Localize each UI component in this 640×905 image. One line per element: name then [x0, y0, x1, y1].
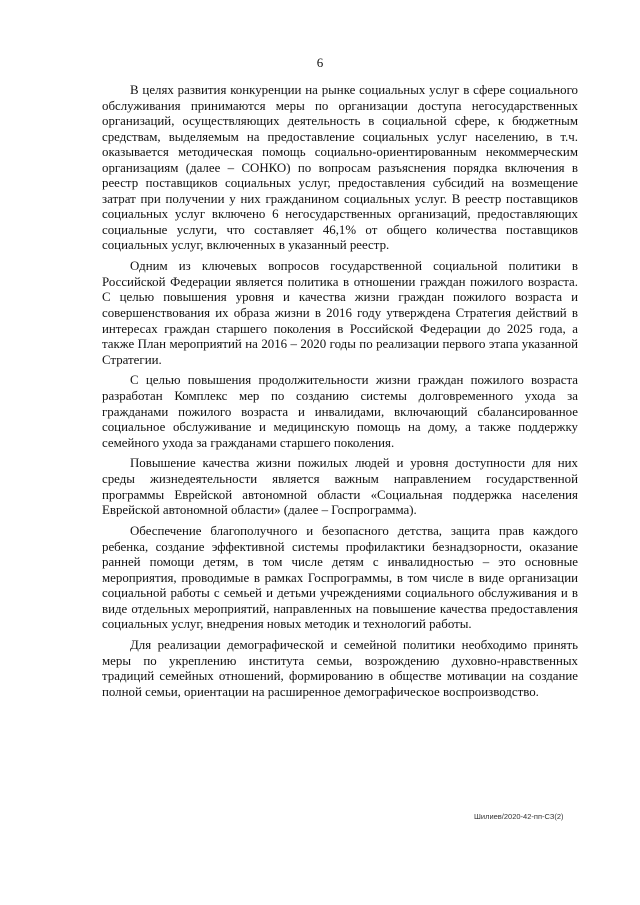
paragraph-demographic-policy: Для реализации демографической и семейной политики необходимо принять меры по укреплению института семьи, возрождению духовно-нравственных традиций семейных отношений, формированию в обществе мотивации на создание полной семьи, ориентации на расширенное демографическое воспроизводство.	[102, 638, 578, 699]
document-footer-code: Шилиев/2020-42-пп-СЗ(2)	[474, 812, 564, 821]
paragraph-elderly-policy: Одним из ключевых вопросов государственной социальной политики в Российской Федерации является политика в отношении граждан пожилого возраста. С целью повышения уровня и качества жизни граждан пожилого возраста и совершенствования их образа жизни в 2016 году утверждена Стратегия действий в интересах граждан старшего поколения в Российской Федерации до 2025 года, а также План мероприятий на 2016 – 2020 годы по реализации первого этапа указанной Стратегии.	[102, 259, 578, 367]
paragraph-long-term-care: С целью повышения продолжительности жизни граждан пожилого возраста разработан Комплекс мер по созданию системы долговременного ухода за гражданами пожилого возраста и инвалидами, включающий сбалансированное социальное обслуживание и медицинскую помощь на дому, а также поддержку семейного ухода за гражданами старшего поколения.	[102, 373, 578, 450]
paragraph-childhood: Обеспечение благополучного и безопасного детства, защита прав каждого ребенка, создание эффективной системы профилактики безнадзорности, оказание ранней помощи детям, в том числе детям с инвалидностью – это основные мероприятия, проводимые в рамках Госпрограммы, в том числе в виде организации социальной работы с семьей и детьми учреждениями социального обслуживания и в виде отдельных мероприятий, направленных на повышение качества предоставления социальных услуг, внедрения новых методик и технологий работы.	[102, 523, 578, 632]
body-text	[102, 83, 578, 706]
page-number: 6	[316, 55, 324, 70]
paragraph-competition: В целях развития конкуренции на рынке социальных услуг в сфере социального обслуживания принимаются меры по организации доступа негосударственных организаций, осуществляющих деятельность в социальной сфере, к бюджетным средствам, выделяемым на предоставление социальных услуг населению, в т.ч. оказывается методическая помощь социально-ориентированным некоммерческим организациям (далее – СОНКО) по вопросам разъяснения порядка включения в реестр поставщиков социальных услуг, предоставления субсидий на возмещение затрат при получении у них гражданином социальных услуг. В реестр поставщиков социальных услуг включено 6 негосударственных организаций, предоставляющих социальные услуги, что составляет 46,1% от общего количества поставщиков социальных услуг, включенных в указанный реестр.	[102, 83, 578, 253]
paragraph-quality-of-life: Повышение качества жизни пожилых людей и уровня доступности для них среды жизнедеятельности является важным направлением государственной программы Еврейской автономной области «Социальная поддержка населения Еврейской автономной области» (далее – Госпрограмма).	[102, 456, 578, 518]
